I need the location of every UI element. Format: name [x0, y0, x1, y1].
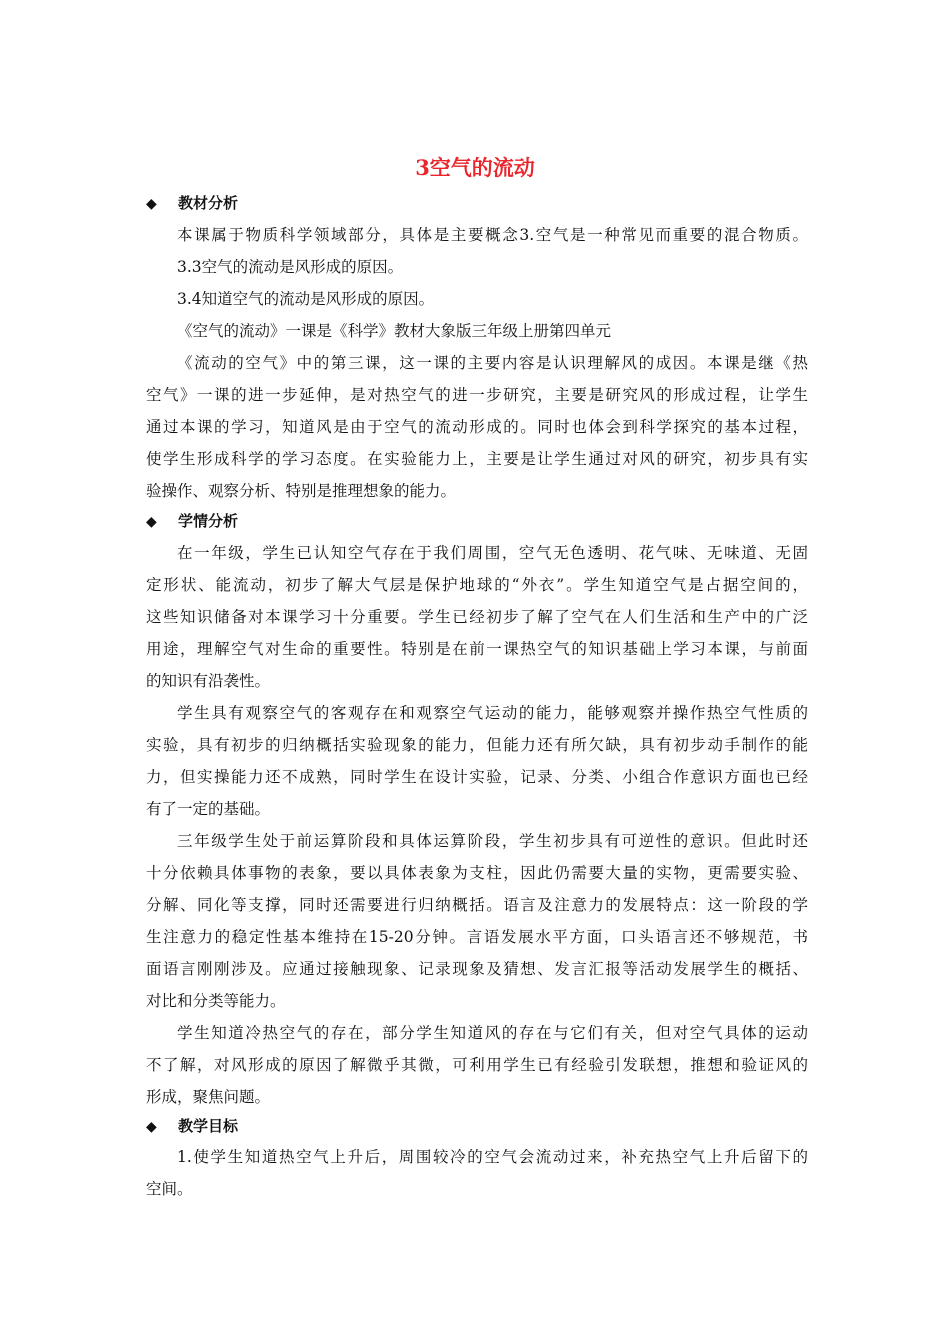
paragraph-line: 这些知识储备对本课学习十分重要。学生已经初步了解了空气在人们生活和生产中的广泛 [146, 608, 808, 626]
paragraph-line: 学生知道冷热空气的存在，部分学生知道风的存在与它们有关，但对空气具体的运动 [177, 1024, 808, 1042]
section-heading-textbook-analysis [146, 188, 238, 218]
paragraph-line: 形成，聚焦问题。 [146, 1088, 271, 1106]
paragraph-line: 学生具有观察空气的客观存在和观察空气运动的能力，能够观察并操作热空气性质的 [177, 704, 808, 722]
paragraph-line: 用途，理解空气对生命的重要性。特别是在前一课热空气的知识基础上学习本课，与前面 [146, 640, 808, 658]
paragraph-line: 对比和分类等能力。 [146, 992, 286, 1010]
paragraph-line: 本课属于物质科学领域部分，具体是主要概念3.空气是一种常见而重要的混合物质。 [177, 226, 808, 244]
paragraph-line: 十分依赖具体事物的表象，要以具体表象为支柱，因此仍需要大量的实物，更需要实验、 [146, 864, 808, 882]
section-heading-label: 教学目标 [178, 1117, 239, 1135]
paragraph-line: 空气》一课的进一步延伸，是对热空气的进一步研究，主要是研究风的形成过程，让学生 [146, 386, 808, 404]
paragraph-line: 有了一定的基础。 [146, 800, 271, 818]
paragraph-line: 验操作、观察分析、特别是推理想象的能力。 [146, 482, 457, 500]
paragraph-line: 面语言刚刚涉及。应通过接触现象、记录现象及猜想、发言汇报等活动发展学生的概括、 [146, 960, 808, 978]
paragraph-line: 定形状、能流动，初步了解大气层是保护地球的“外衣”。学生知道空气是占据空间的， [146, 576, 808, 594]
paragraph-line: 1.使学生知道热空气上升后，周围较冷的空气会流动过来，补充热空气上升后留下的 [177, 1148, 808, 1166]
section-heading-teaching-goals [146, 1111, 238, 1141]
section-heading-student-analysis [146, 506, 238, 536]
diamond-bullet-icon: ◆ [146, 514, 157, 530]
diamond-bullet-icon: ◆ [146, 1119, 157, 1135]
section-heading-label: 教材分析 [178, 194, 239, 212]
paragraph-line: 使学生形成科学的学习态度。在实验能力上，主要是让学生通过对风的研究，初步具有实 [146, 450, 808, 468]
section-heading-label: 学情分析 [178, 512, 239, 530]
document-title: 3空气的流动 [415, 155, 535, 180]
paragraph-line: 通过本课的学习，知道风是由于空气的流动形成的。同时也体会到科学探究的基本过程， [146, 418, 808, 436]
paragraph-line: 实验，具有初步的归纳概括实验现象的能力，但能力还有所欠缺，具有初步动手制作的能 [146, 736, 808, 754]
paragraph-line: 的知识有沿袭性。 [146, 672, 271, 690]
paragraph-line: 不了解，对风形成的原因了解微乎其微，可利用学生已有经验引发联想，推想和验证风的 [146, 1056, 808, 1074]
paragraph-line: 力，但实操能力还不成熟，同时学生在设计实验，记录、分类、小组合作意识方面也已经 [146, 768, 808, 786]
paragraph-line: 3.3空气的流动是风形成的原因。 [177, 258, 404, 276]
paragraph-line: 三年级学生处于前运算阶段和具体运算阶段，学生初步具有可逆性的意识。但此时还 [177, 832, 808, 850]
paragraph-line: 分解、同化等支撑，同时还需要进行归纳概括。语言及注意力的发展特点：这一阶段的学 [146, 896, 808, 914]
paragraph-line: 空间。 [146, 1180, 193, 1198]
paragraph-line: 在一年级，学生已认知空气存在于我们周围，空气无色透明、花气味、无味道、无固 [177, 544, 808, 562]
paragraph-line: 《流动的空气》中的第三课，这一课的主要内容是认识理解风的成因。本课是继《热 [177, 354, 808, 372]
paragraph-line: 生注意力的稳定性基本维持在15-20分钟。言语发展水平方面，口头语言还不够规范，书 [146, 928, 808, 946]
paragraph-line: 3.4知道空气的流动是风形成的原因。 [177, 290, 435, 308]
paragraph-line: 《空气的流动》一课是《科学》教材大象版三年级上册第四单元 [177, 322, 612, 340]
diamond-bullet-icon: ◆ [146, 196, 157, 212]
